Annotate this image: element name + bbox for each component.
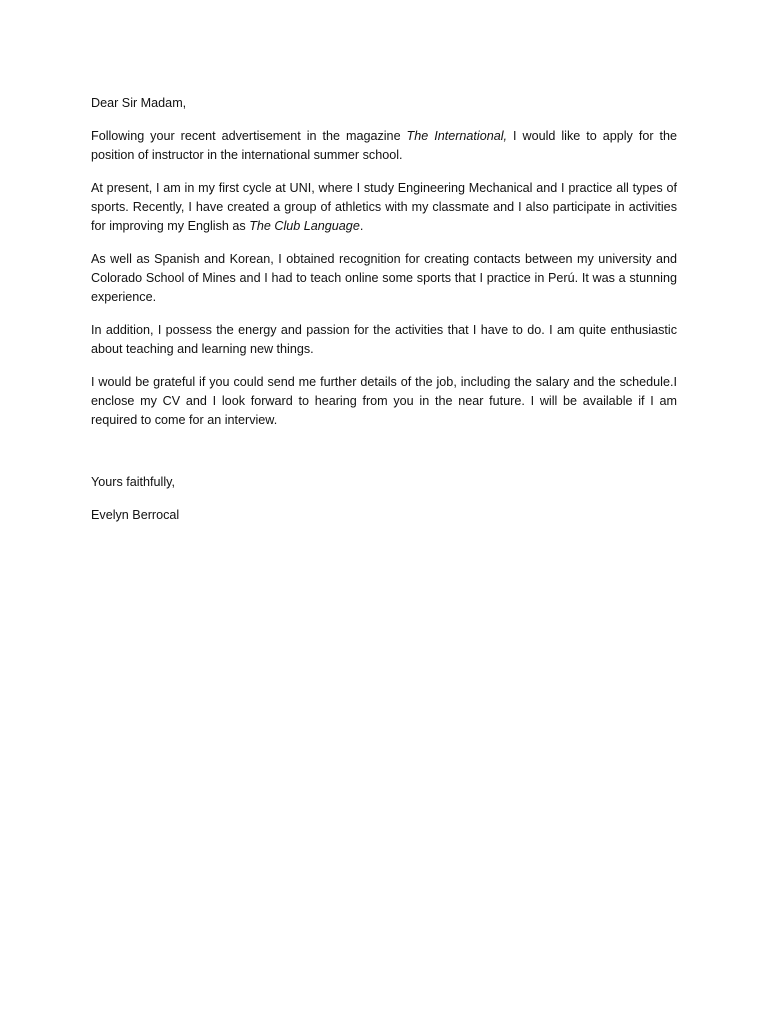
paragraph-present-studies-text-start: At present, I am in my first cycle at UNI, where I study Engineering Mechanical and I practice all types of sports. Recently, I have created a group of athletics with my classmate and I also participate in activities for improving my English as (91, 181, 677, 233)
magazine-title: The International, (406, 129, 508, 143)
paragraph-request: I would be grateful if you could send me further details of the job, including the salary and the schedule.I enclose my CV and I look forward to hearing from you in the near future. I will be available if I am required to come for an interview. (91, 375, 677, 427)
paragraph-advertisement-text-start: Following your recent advertisement in the magazine (91, 129, 407, 143)
paragraph-qualities: In addition, I possess the energy and passion for the activities that I have to do. I am quite enthusiastic about teaching and learning new things. (91, 323, 677, 356)
paragraph-recognition: As well as Spanish and Korean, I obtained recognition for creating contacts between my university and Colorado School of Mines and I had to teach online some sports that I practice in Perú. It was a stunning experience. (91, 252, 677, 304)
paragraph-advertisement-text-end: I would like to apply for the position of instructor in the international summer school. (91, 129, 677, 162)
cover-letter (91, 94, 677, 539)
paragraph-present-studies-text-end: . (359, 219, 364, 233)
paragraph-present-studies (91, 179, 677, 236)
paragraph-advertisement (91, 127, 677, 165)
closing: Yours faithfully, (91, 475, 176, 489)
club-name: The Club Language (249, 219, 360, 233)
signature-name: Evelyn Berrocal (91, 508, 180, 522)
salutation: Dear Sir Madam, (91, 96, 187, 110)
